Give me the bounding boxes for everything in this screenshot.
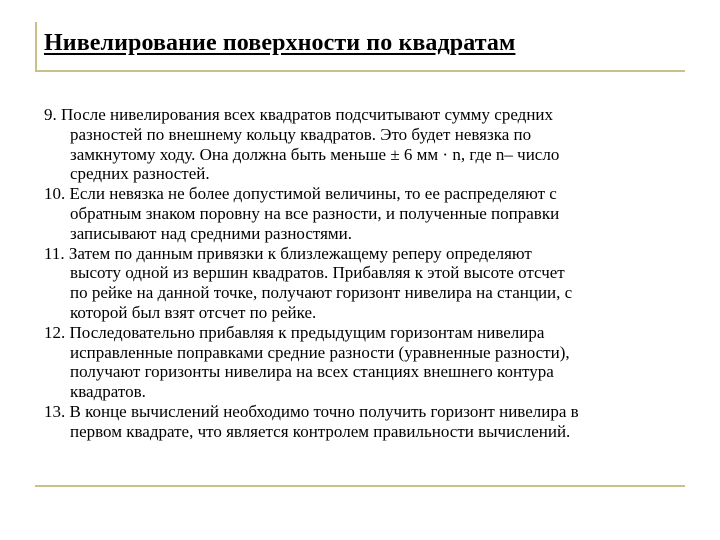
list-item-line: получают горизонты нивелира на всех станциях внешнего контура bbox=[70, 362, 554, 382]
title-left-rule bbox=[35, 22, 37, 72]
list-item-line: по рейке на данной точке, получают горизонт нивелира на станции, с bbox=[70, 283, 573, 303]
footer-rule bbox=[35, 485, 685, 487]
list-item-line: обратным знаком поровну на все разности, и полученные поправки bbox=[70, 203, 560, 223]
list-item-line: 13. В конце вычислений необходимо точно получить горизонт нивелира в bbox=[44, 401, 579, 421]
list-item-10 bbox=[44, 184, 684, 243]
list-item-line: разностей по внешнему кольцу квадратов. Это будет невязка по bbox=[70, 124, 532, 144]
list-item-line: записывают над средними разностями. bbox=[70, 223, 353, 243]
list-item-line: высоту одной из вершин квадратов. Прибавляя к этой высоте отсчет bbox=[70, 263, 565, 283]
list-item-line: 10. Если невязка не более допустимой величины, то ее распределяют с bbox=[44, 184, 557, 204]
list-item-line: 12. Последовательно прибавляя к предыдущим горизонтам нивелира bbox=[44, 322, 545, 342]
list-item-line: первом квадрате, что является контролем правильности вычислений. bbox=[70, 421, 571, 441]
list-item-line: 9. После нивелирования всех квадратов подсчитывают сумму средних bbox=[44, 105, 554, 124]
list-item-12 bbox=[44, 323, 684, 402]
title-underline-rule bbox=[35, 70, 685, 72]
list-item-line: которой был взят отсчет по рейке. bbox=[70, 302, 317, 322]
steps-list bbox=[44, 105, 684, 442]
list-item-line: квадратов. bbox=[70, 382, 146, 402]
list-item-9 bbox=[44, 105, 684, 184]
page-title: Нивелирование поверхности по квадратам bbox=[44, 30, 516, 56]
list-item-line: замкнутому ходу. Она должна быть меньше ± 6 мм · n, где n– число bbox=[70, 144, 560, 164]
list-item-13 bbox=[44, 402, 684, 442]
list-item-line: средних разностей. bbox=[70, 164, 210, 184]
list-item-line: 11. Затем по данным привязки к близлежащему реперу определяют bbox=[44, 243, 532, 263]
list-item-line: исправленные поправками средние разности (уравненные разности), bbox=[70, 342, 570, 362]
list-item-11 bbox=[44, 244, 684, 323]
